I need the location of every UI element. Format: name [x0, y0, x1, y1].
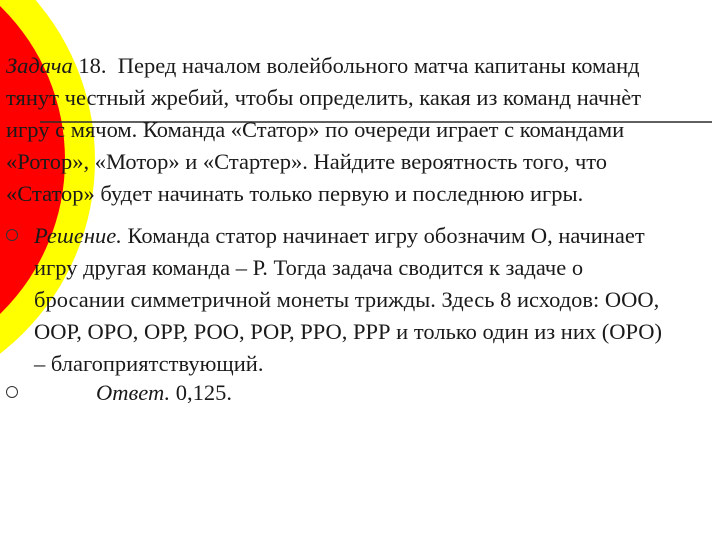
answer-trailing: . — [226, 380, 232, 405]
solution-line: бросании симметричной монеты трижды. Здесь 8 исходов: ООО, — [34, 287, 660, 312]
answer-value: 0,125 — [175, 380, 227, 405]
problem-line: игру с мячом. Команда «Статор» по очереди играет с командами — [6, 117, 625, 142]
solution-line: игру другая команда – Р. Тогда задача сводится к задаче о — [34, 255, 584, 280]
problem-line: тянут честный жребий, чтобы определить, какая из команд начнѐт — [6, 85, 642, 110]
problem-number: 18. — [78, 53, 107, 78]
solution-text — [34, 220, 714, 380]
answer-line — [96, 377, 232, 409]
bullet-circle-icon — [6, 229, 18, 241]
problem-line — [6, 50, 712, 82]
solution-line — [34, 220, 714, 252]
answer-label: Ответ. — [96, 380, 171, 405]
problem-label: Задача — [6, 53, 73, 78]
problem-line: «Ротор», «Мотор» и «Стартер». Найдите вероятность того, что — [6, 149, 608, 174]
solution-line: ООР, ОРО, ОРР, РОО, РОР, РРО, РРР и только один из них (ОРО) — [34, 319, 663, 344]
problem-statement — [6, 50, 712, 210]
bullet-circle-icon — [6, 386, 18, 398]
solution-label: Решение. — [34, 223, 122, 248]
problem-text: Перед началом волейбольного матча капитаны команд — [117, 53, 640, 78]
problem-line: «Статор» будет начинать только первую и последнюю игры. — [6, 181, 584, 206]
solution-text-start: Команда статор начинает игру обозначим О, начинает — [127, 223, 645, 248]
solution-line: – благоприятствующий. — [34, 351, 264, 376]
